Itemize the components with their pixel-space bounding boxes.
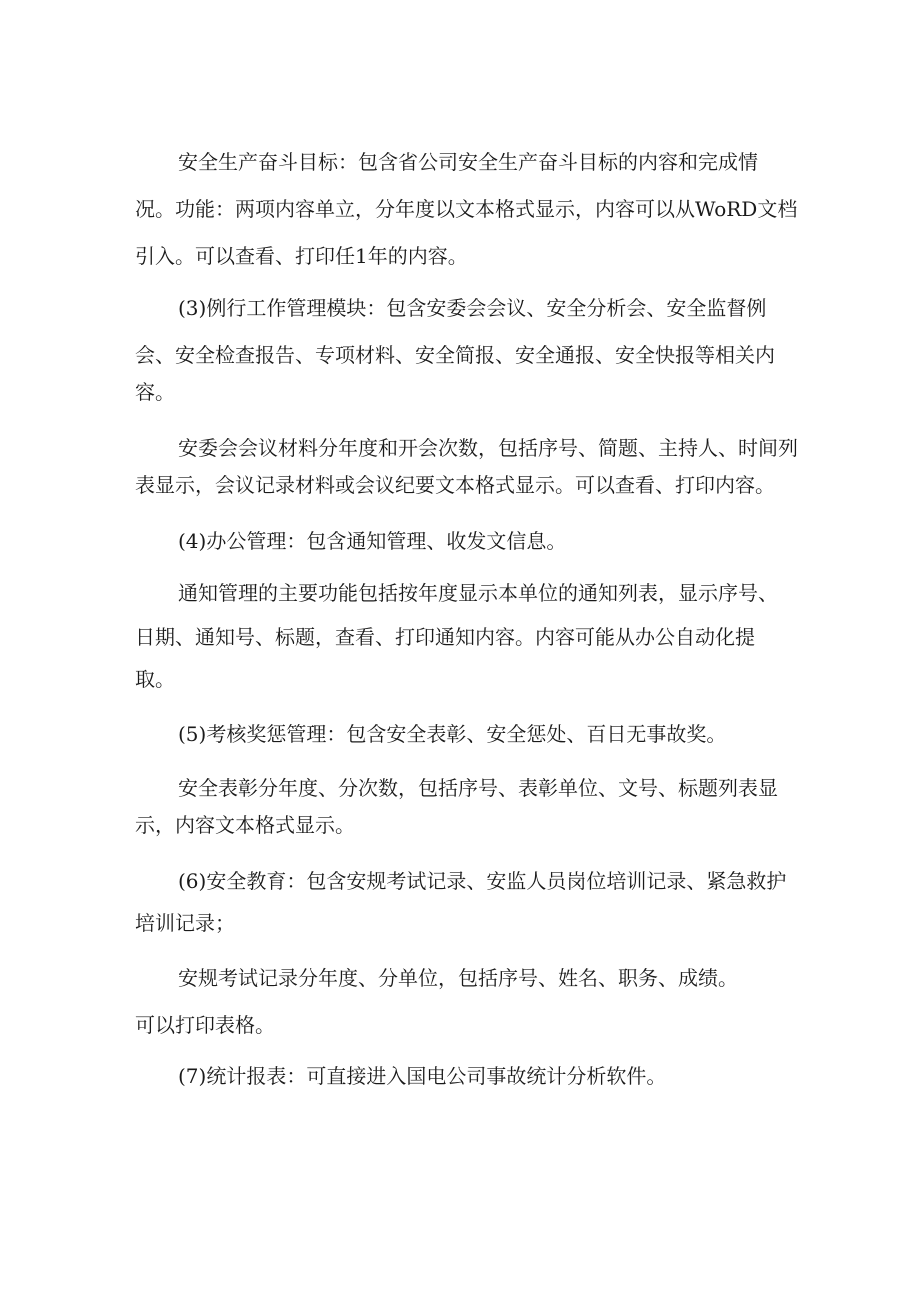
paragraph-line: (4)办公管理：包含通知管理、收发文信息。 xyxy=(178,529,567,553)
paragraph-line: (7)统计报表：可直接进入国电公司事故统计分析软件。 xyxy=(178,1064,667,1088)
paragraph-line: 取。 xyxy=(135,667,175,691)
paragraph-line: 引入。可以查看、打印任1年的内容。 xyxy=(135,244,468,268)
paragraph-line: 安全生产奋斗目标：包含省公司安全生产奋斗目标的内容和完成情 xyxy=(178,150,758,174)
paragraph-line: (6)安全教育：包含安规考试记录、安监人员岗位培训记录、紧急救护 xyxy=(178,869,787,893)
paragraph-line: 示，内容文本格式显示。 xyxy=(135,813,355,837)
paragraph-line: (3)例行工作管理模块：包含安委会会议、安全分析会、安全监督例 xyxy=(178,296,767,320)
paragraph-line: 安规考试记录分年度、分单位，包括序号、姓名、职务、成绩。 xyxy=(178,966,738,990)
paragraph-line: 表显示，会议记录材料或会议纪要文本格式显示。可以查看、打印内容。 xyxy=(135,473,775,497)
paragraph-line: (5)考核奖惩管理：包含安全表彰、安全惩处、百日无事故奖。 xyxy=(178,722,727,746)
paragraph-line: 安全表彰分年度、分次数，包括序号、表彰单位、文号、标题列表显 xyxy=(178,776,778,800)
paragraph-line: 安委会会议材料分年度和开会次数，包括序号、简题、主持人、时间列 xyxy=(178,436,798,460)
paragraph-line: 容。 xyxy=(135,380,175,404)
paragraph-line: 通知管理的主要功能包括按年度显示本单位的通知列表，显示序号、 xyxy=(178,581,778,605)
paragraph-line: 会、安全检查报告、专项材料、安全简报、安全通报、安全快报等相关内 xyxy=(135,343,775,367)
paragraph-line: 况。功能：两项内容单立，分年度以文本格式显示，内容可以从WoRD文档 xyxy=(135,197,798,221)
paragraph-line: 培训记录； xyxy=(135,911,235,935)
paragraph-line: 可以打印表格。 xyxy=(135,1013,275,1037)
paragraph-line: 日期、通知号、标题，查看、打印通知内容。内容可能从办公自动化提 xyxy=(135,625,755,649)
